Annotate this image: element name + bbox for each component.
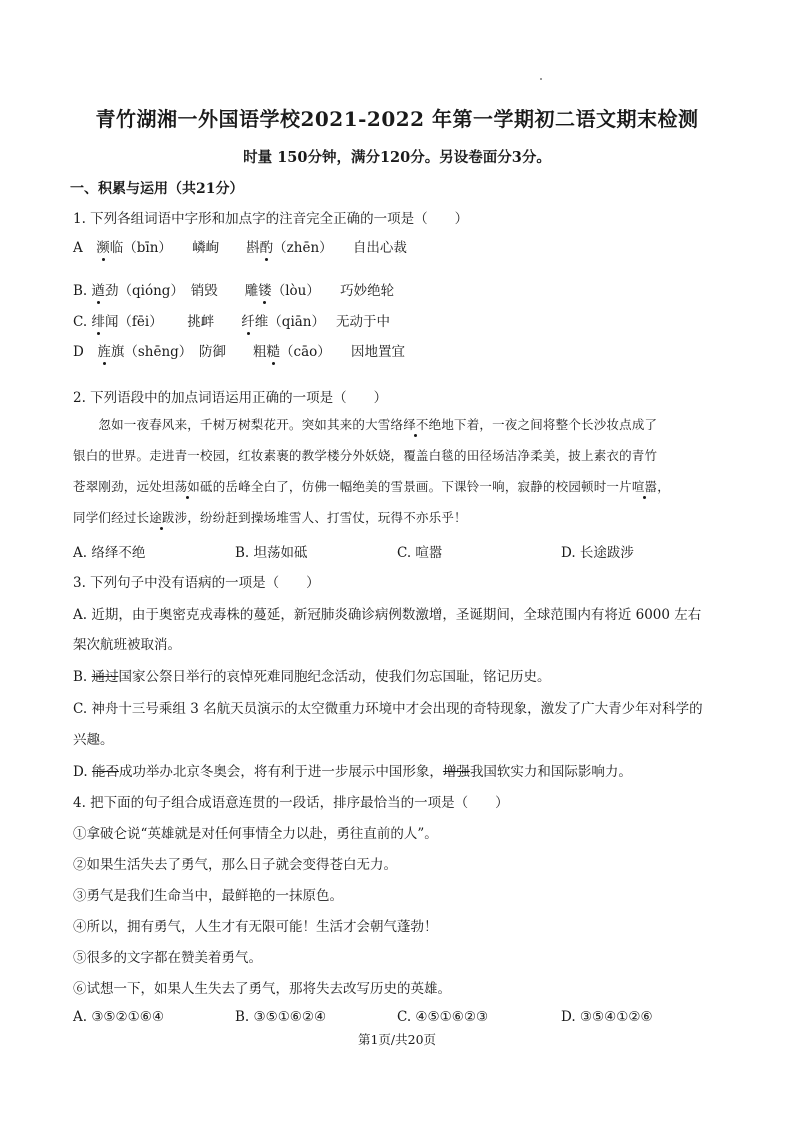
q4-option-b: B. ③⑤①⑥②④ — [235, 1009, 327, 1025]
q3-option-a: A. 近期，由于奥密克戎毒株的蔓延，新冠肺炎确诊病例数激增，圣诞期间，全球范围内有将近 6000 左右 — [73, 607, 702, 623]
q4-sentence: ④所以，拥有勇气，人生才有无限可能！生活才会朝气蓬勃！ — [73, 919, 438, 935]
passage-text: ，纷纷赶到操场堆雪人、打雪仗，玩得不亦乐乎！ — [187, 510, 467, 525]
passage-text: 忽如一夜春风来，千树万树梨花开。突如其来的大雪 — [73, 417, 391, 432]
q1-stem: 1. 下列各组词语中字形和加点字的注音完全正确的一项是（ ） — [73, 211, 469, 227]
dotted-char: 纤 — [241, 314, 255, 330]
dotted-char: 遒 — [91, 283, 106, 299]
option-text: （lòu） 巧妙绝轮 — [271, 283, 395, 299]
page-number: 第1页/共20页 — [357, 1032, 437, 1047]
q4-option-d: D. ③⑤④①②⑥ — [561, 1009, 653, 1025]
option-text: 劲（qióng） 销毁 雕 — [105, 283, 259, 299]
option-letter: D. — [73, 764, 92, 780]
option-text: 成功举办北京冬奥会，将有利于进一步展示中国形象， — [118, 764, 443, 780]
passage-text: 的岳峰全白了，仿佛一幅绝美的雪景画。下课铃一响，寂静的校园顿时一片 — [212, 479, 632, 494]
option-text: （cāo） 因地置宜 — [280, 344, 406, 360]
option-letter: A — [73, 240, 97, 256]
dotted-phrase: 长途跋涉 — [136, 510, 188, 525]
passage-text: 苍翠刚劲，远处 — [73, 479, 162, 494]
option-letter: D — [73, 344, 98, 360]
q4-option-c: C. ④⑤①⑥②③ — [397, 1009, 489, 1025]
option-text: （zhēn） 自出心裁 — [273, 240, 407, 256]
scan-mark — [540, 78, 542, 80]
q2-passage-line — [73, 508, 723, 526]
q3-stem: 3. 下列句子中没有语病的一项是（ ） — [73, 575, 320, 591]
q3-option-a-cont: 架次航班被取消。 — [73, 637, 181, 653]
option-text: 国家公祭日举行的哀悼死难同胞纪念活动，使我们勿忘国耻，铭记历史。 — [118, 669, 551, 685]
dotted-char: 旌 — [97, 344, 111, 360]
option-text: 闻（fēi） 挑衅 — [104, 314, 242, 330]
dotted-phrase: 坦荡如砥 — [161, 479, 213, 494]
q4-sentence: ①拿破仑说“英雄就是对任何事情全力以赴，勇往直前的人”。 — [73, 826, 438, 842]
struck-word: 能否 — [91, 764, 119, 780]
q2-passage-line: 银白的世界。走进青一校园，红妆素裹的教学楼分外妖娆，覆盖白毯的田径场洁净柔美，披上素衣的青竹 — [73, 448, 658, 463]
q3-option-c: C. 神舟十三号乘组 3 名航天员演示的太空微重力环境中才会出现的奇特现象，激发了广大青少年对科学的 — [73, 701, 703, 717]
passage-text: 同学们经过 — [73, 510, 137, 525]
dotted-char: 糙 — [266, 344, 281, 360]
option-letter: B. — [73, 283, 92, 299]
q2-option-d: D. 长途跋涉 — [561, 545, 634, 561]
option-letter: B. — [73, 669, 92, 685]
struck-word: 通过 — [91, 669, 119, 685]
option-text: 临（bīn） 嶙峋 斟 — [109, 240, 260, 256]
passage-text: 地下着，一夜之间将整个长沙妆点成了 — [441, 417, 658, 432]
q1-option-a — [73, 236, 407, 256]
struck-word: 增强 — [442, 764, 470, 780]
option-text: 维（qiān） 无动于中 — [254, 314, 391, 330]
q2-stem: 2. 下列语段中的加点词语运用正确的一项是（ ） — [73, 390, 388, 406]
q4-option-a: A. ③⑤②①⑥④ — [73, 1009, 164, 1025]
q4-sentence: ⑥试想一下，如果人生失去了勇气，那将失去改写历史的英雄。 — [73, 981, 451, 997]
exam-info: 时量 150分钟，满分120分。另设卷面分3分。 — [243, 149, 551, 166]
option-text: 我国软实力和国际影响力。 — [469, 764, 632, 780]
dotted-phrase: 喧嚣 — [631, 479, 658, 494]
q1-option-c — [73, 310, 390, 330]
q1-option-b — [73, 279, 394, 299]
option-text: 旗（shēng） 防御 粗 — [110, 344, 267, 360]
section-heading: 一、积累与运用（共21分） — [70, 181, 244, 197]
dotted-char: 酌 — [259, 240, 274, 256]
passage-text: ， — [657, 479, 670, 494]
page-title: 青竹湖湘一外国语学校2021-2022 年第一学期初二语文期末检测 — [95, 107, 699, 131]
q1-option-d — [73, 340, 405, 360]
q4-sentence: ②如果生活失去了勇气，那么日子就会变得苍白无力。 — [73, 857, 397, 873]
q2-option-b: B. 坦荡如砥 — [235, 545, 308, 561]
q2-passage-line — [73, 477, 723, 495]
q3-option-b — [73, 665, 551, 685]
dotted-phrase: 络绎不绝 — [390, 417, 442, 432]
option-letter: C. — [73, 314, 92, 330]
q4-sentence: ⑤很多的文字都在赞美着勇气。 — [73, 950, 262, 966]
q2-option-c: C. 喧嚣 — [397, 545, 443, 561]
q3-option-c-cont: 兴趣。 — [73, 732, 114, 748]
q2-passage-line — [73, 415, 723, 433]
dotted-char: 镂 — [258, 283, 272, 299]
q2-option-a: A. 络绎不绝 — [73, 545, 146, 561]
dotted-char: 濒 — [96, 240, 110, 256]
q3-option-d — [73, 760, 632, 780]
q4-stem: 4. 把下面的句子组合成语意连贯的一段话，排序最恰当的一项是（ ） — [73, 795, 509, 811]
q4-sentence: ③勇气是我们生命当中，最鲜艳的一抹原色。 — [73, 888, 343, 904]
dotted-char: 绯 — [91, 314, 105, 330]
